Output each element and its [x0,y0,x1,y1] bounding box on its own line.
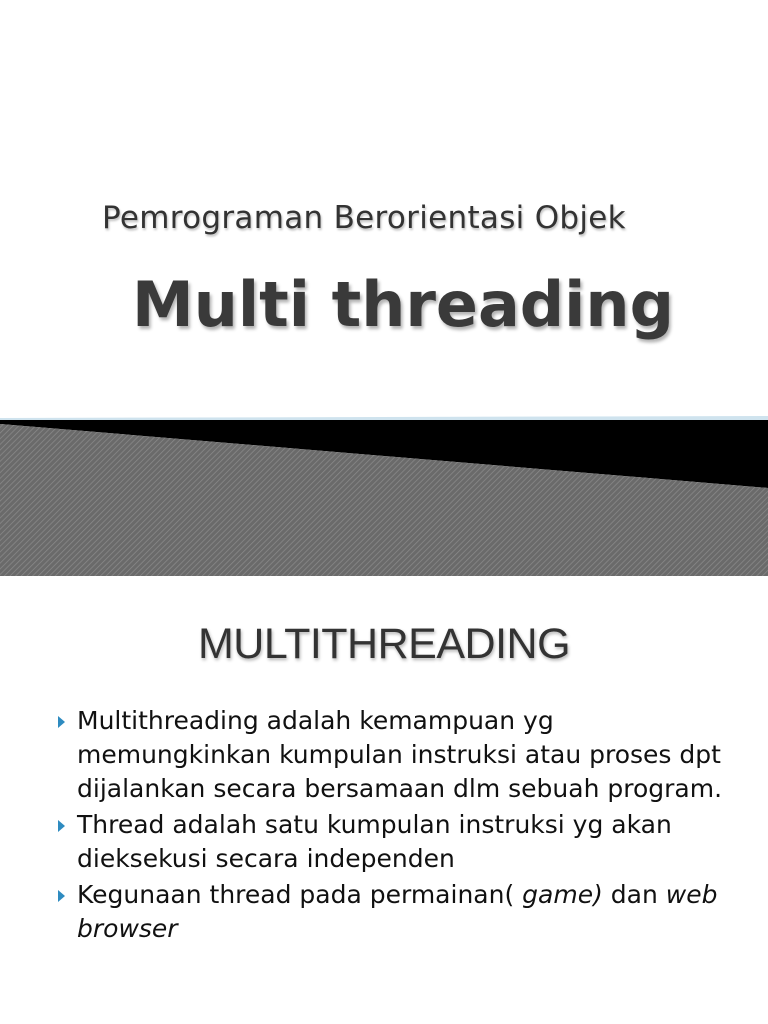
bullet-text: Multithreading adalah kemampuan yg memungkinkan kumpulan instruksi atau proses dpt dijalankan secara bersamaan dlm sebuah program. [77,706,723,803]
bullet-item [52,704,732,806]
triangle-right-icon [58,890,65,902]
bullet-text-italic: web browser [77,880,718,943]
triangle-right-icon [58,820,65,832]
decorative-band [0,410,768,576]
slide-title: Multi threading [132,268,674,341]
slide-subtitle: Pemrograman Berorientasi Objek [102,200,626,236]
bullet-item [52,808,732,876]
bullet-list [52,704,732,948]
bullet-text-part: dan [602,880,666,909]
triangle-right-icon [58,716,65,728]
content-slide [0,576,768,1024]
bullet-text-italic: game) [522,880,603,909]
content-heading: MULTITHREADING [197,620,571,668]
bullet-text-part: Kegunaan thread pada permainan( [77,880,523,909]
bullet-item [52,878,732,946]
bullet-text: Thread adalah satu kumpulan instruksi yg akan dieksekusi secara independen [77,810,672,873]
